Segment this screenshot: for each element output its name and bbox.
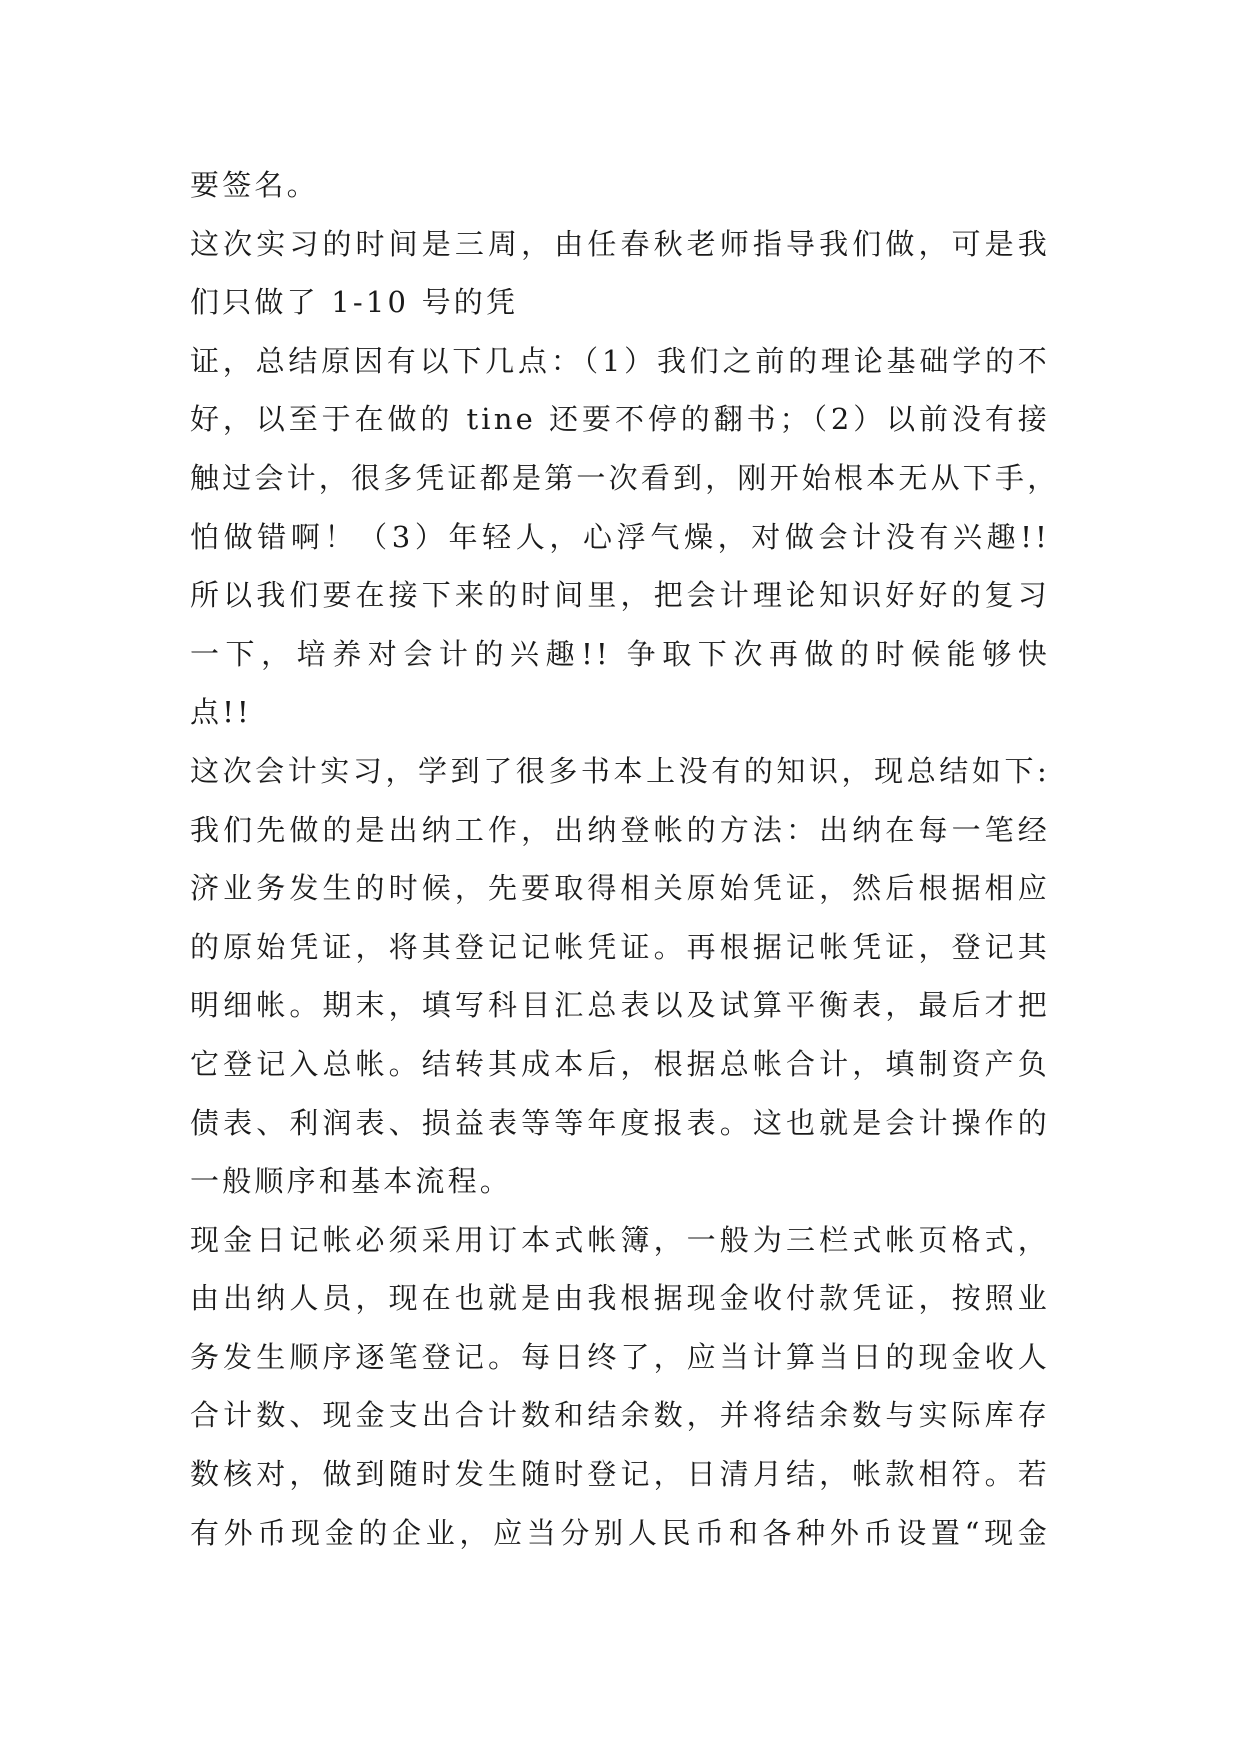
text-line: 债表、利润表、损益表等等年度报表。这也就是会计操作的 [190,1105,1050,1140]
text-line: 怕做错啊！（3）年轻人，心浮气燥，对做会计没有兴趣!! [190,519,1050,554]
text-line: 务发生顺序逐笔登记。每日终了，应当计算当日的现金收人 [190,1339,1050,1374]
text-line: 一般顺序和基本流程。 [190,1164,513,1199]
text-line: 要签名。 [190,168,319,202]
text-line: 数核对，做到随时发生随时登记，日清月结，帐款相符。若 [190,1457,1050,1492]
text-line: 它登记入总帐。结转其成本后，根据总帐合计，填制资产负 [190,1046,1050,1081]
text-line: 证，总结原因有以下几点：（1）我们之前的理论基础学的不 [190,343,1050,378]
text-line: 由出纳人员，现在也就是由我根据现金收付款凭证，按照业 [190,1281,1050,1316]
text-line: 触过会计，很多凭证都是第一次看到，刚开始根本无从下手， [190,460,1060,495]
text-line: 明细帐。期末，填写科目汇总表以及试算平衡表，最后才把 [190,988,1050,1023]
document-body [190,156,1060,1562]
text-line: 济业务发生的时候，先要取得相关原始凭证，然后根据相应 [190,871,1050,906]
text-line: 有外币现金的企业，应当分别人民币和各种外币设置“现金 [190,1515,1050,1550]
text-line: 点!! [190,695,252,730]
text-line: 的原始凭证，将其登记记帐凭证。再根据记帐凭证，登记其 [190,929,1050,964]
text-line: 所以我们要在接下来的时间里，把会计理论知识好好的复习 [190,578,1050,613]
text-line: 们只做了 1-10 号的凭 [190,285,519,320]
text-line: 现金日记帐必须采用订本式帐簿，一般为三栏式帐页格式， [190,1222,1050,1257]
text-line: 好，以至于在做的 tine 还要不停的翻书；（2）以前没有接 [190,402,1050,437]
text-line: 这次实习的时间是三周，由任春秋老师指导我们做，可是我 [190,226,1050,261]
text-line: 一下，培养对会计的兴趣!! 争取下次再做的时候能够快 [190,636,1050,671]
text-line: 合计数、现金支出合计数和结余数，并将结余数与实际库存 [190,1398,1050,1433]
text-line: 我们先做的是出纳工作，出纳登帐的方法：出纳在每一笔经 [190,812,1050,847]
text-line: 这次会计实习，学到了很多书本上没有的知识，现总结如下: [190,753,1050,788]
